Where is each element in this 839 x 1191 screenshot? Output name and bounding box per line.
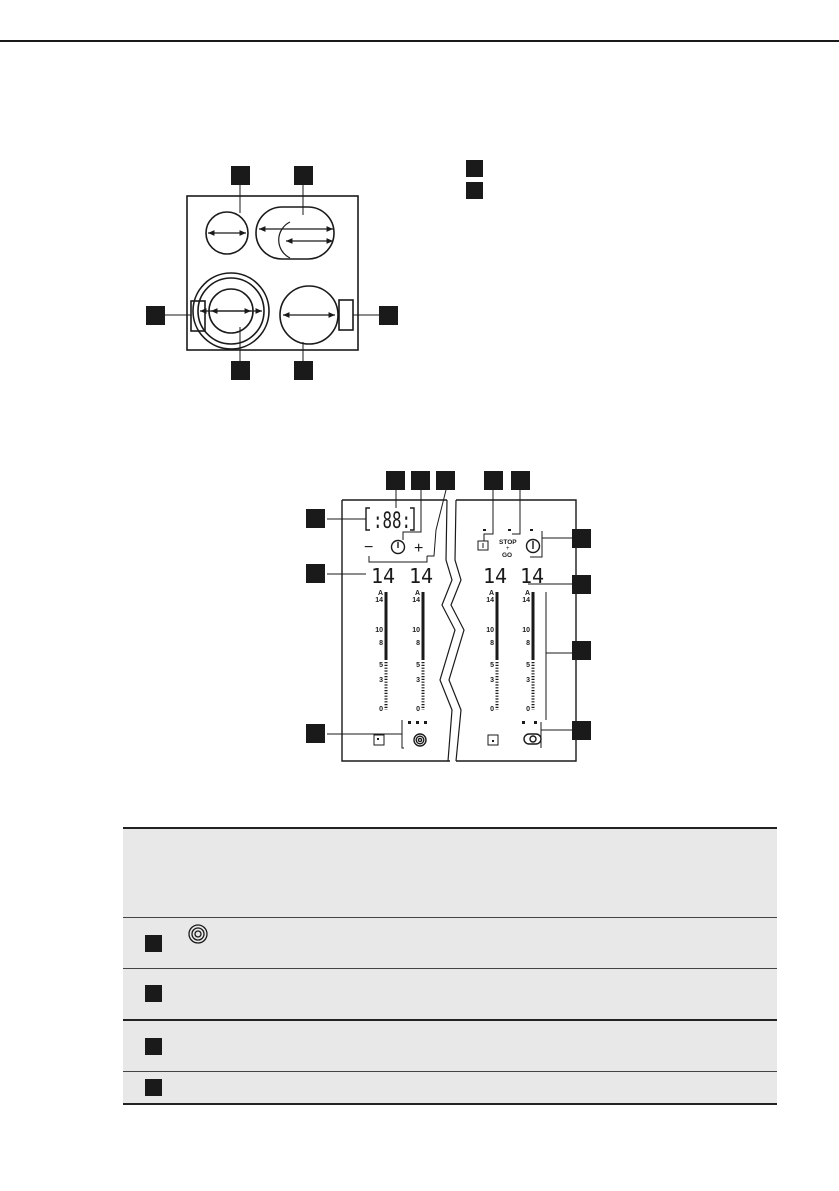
scale-tick-label: A [488, 590, 494, 597]
scale-tick-label: 14 [375, 597, 383, 604]
callout-marker [231, 166, 250, 185]
row-marker [145, 985, 162, 1002]
table-row [123, 1019, 777, 1071]
stop-go-label-plus: + [506, 546, 510, 552]
callout-marker [436, 471, 455, 490]
scale-tick-label: 5 [526, 662, 530, 669]
legend-marker [466, 160, 483, 177]
table-row [123, 968, 777, 1019]
cooking-zone-rear-right-oval [256, 207, 334, 259]
callout-marker [411, 471, 430, 490]
scale-tick-label: 10 [522, 627, 530, 634]
scale-tick-label: 10 [375, 627, 383, 634]
scale-tick-label: 0 [526, 706, 530, 713]
control-panel-diagram [327, 490, 576, 761]
table-row [123, 1071, 777, 1105]
callout-marker [379, 306, 398, 325]
scale-tick-label: 3 [379, 677, 383, 684]
scale-tick-label: 10 [486, 627, 494, 634]
zone-display: 14 [409, 564, 434, 588]
scale-tick-label: 0 [379, 706, 383, 713]
row-marker [145, 1079, 162, 1096]
zone-display: 14 [520, 564, 545, 588]
callout-marker [306, 724, 325, 743]
callout-marker [306, 564, 325, 583]
scale-tick-label: 3 [526, 677, 530, 684]
scale-tick-label: 10 [412, 627, 420, 634]
scale-tick-label: 5 [490, 662, 494, 669]
hob-outline [187, 196, 358, 350]
scale-tick-label: A [377, 590, 383, 597]
triple-ring-icon [187, 923, 209, 945]
row-marker [145, 1038, 162, 1055]
callout-marker [572, 641, 591, 660]
zone-display: 14 [483, 564, 508, 588]
legend-marker [466, 182, 483, 199]
scale-tick-label: 3 [416, 677, 420, 684]
table-row [123, 917, 777, 968]
scale-tick-label: 3 [490, 677, 494, 684]
stop-go-label-go: GO [502, 552, 513, 559]
callout-marker [231, 361, 250, 380]
scale-tick-label: 14 [522, 597, 530, 604]
hob-layout-diagram [165, 185, 379, 361]
timer-plus: + [414, 540, 424, 557]
scale-tick-label: 8 [379, 640, 383, 647]
row-marker [145, 935, 162, 952]
table-header-row [123, 827, 777, 917]
callout-marker [484, 471, 503, 490]
stop-go-label-stop: STOP [499, 539, 517, 546]
scale-tick-label: A [524, 590, 530, 597]
callout-marker [146, 306, 165, 325]
scale-tick-label: 8 [490, 640, 494, 647]
callout-marker [294, 361, 313, 380]
callout-marker [511, 471, 530, 490]
scale-tick-label: 14 [412, 597, 420, 604]
callout-marker [572, 721, 591, 740]
zone-display: 14 [371, 564, 396, 588]
scale-tick-label: 8 [526, 640, 530, 647]
scale-tick-label: A [414, 590, 420, 597]
callout-marker [572, 529, 591, 548]
control-panel-right-marker [339, 300, 353, 330]
indicator-dots [377, 529, 537, 742]
timer-display: :88: [373, 509, 411, 534]
scale-tick-label: 0 [416, 706, 420, 713]
hob-callout-markers [146, 166, 398, 380]
callout-marker [306, 509, 325, 528]
hob-legend-markers [466, 160, 483, 199]
scale-tick-label: 0 [490, 706, 494, 713]
callout-marker [572, 575, 591, 594]
callout-marker [294, 166, 313, 185]
scale-tick-label: 5 [416, 662, 420, 669]
scale-tick-label: 5 [379, 662, 383, 669]
scale-tick-label: 14 [486, 597, 494, 604]
callout-marker [386, 471, 405, 490]
timer-minus: − [364, 539, 374, 556]
scale-tick-label: 8 [416, 640, 420, 647]
symbol-table [123, 827, 777, 1105]
